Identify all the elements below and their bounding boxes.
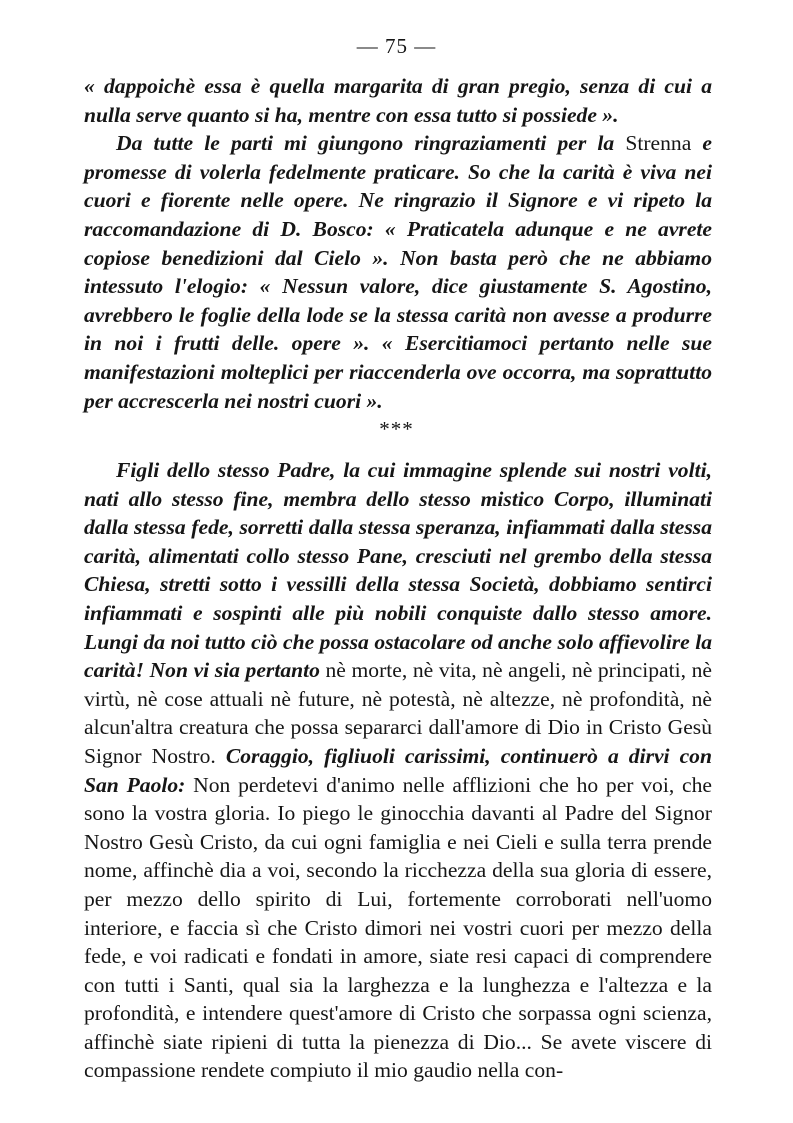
italic-text: « dappoichè essa è quella margarita di gran pregio, senza di cui a nulla serve quanto si ha, mentre con essa tutto si possiede ». [84, 74, 712, 127]
italic-text: e promesse di volerla fedelmente praticare. So che la carità è viva nei cuori e fiorente nelle opere. Ne ringrazio il Signore e vi ripeto la raccomandazione di D. Bosco: « Praticatela adunque e ne avrete copiose benedizioni dal Cielo ». Non basta però che ne abbiamo intessuto l'elogio: « Nessun valore, dice giustamente S. Agostino, avrebbero le foglie della lode se la stessa carità non avesse a produrre in noi i frutti delle. opere ». « Esercitiamoci pertanto nelle sue manifestazioni molteplici per riaccenderla ove occorra, ma soprattutto per accrescerla nei nostri cuori ». [84, 131, 712, 413]
paragraph-quote-continuation [84, 72, 712, 129]
italic-text: Figli dello stesso Padre, la cui immagine splende sui nostri volti, nati allo stesso fine, membra dello stesso mistico Corpo, illuminati dalla stessa fede, sorretti dalla stessa speranza, infiammati dalla stessa carità, alimentati collo stesso Pane, cresciuti nel grembo della stessa Chiesa, stretti sotto i vessilli della stessa Società, dobbiamo sentirci infiammati e sospinti alle più nobili conquiste dallo stesso amore. Lungi da noi tutto ciò che possa ostacolare od anche solo affievolire la carità! Non vi sia pertanto [84, 458, 712, 683]
text-block-top [84, 72, 712, 415]
text-block-bottom [84, 456, 712, 1085]
italic-text: Coraggio, figliuoli carissimi, continuerò a dirvi con San Paolo: [84, 743, 712, 797]
paragraph-figli [84, 456, 712, 1085]
roman-text: Strenna [625, 131, 692, 156]
roman-text: nè morte, nè vita, nè angeli, nè principati, nè virtù, nè cose attuali nè future, nè potestà, nè altezze, nè profondità, nè alcun'altra creatura che possa separarci dall'amore di Dio in Cristo Gesù Signor Nostro. [84, 658, 712, 768]
italic-text: Da tutte le parti mi giungono ringraziamenti per la [116, 131, 626, 156]
paragraph-strenna [84, 129, 712, 415]
section-separator: *** [379, 417, 414, 441]
roman-text: Non perdetevi d'animo nelle afflizioni che ho per voi, che sono la vostra gloria. Io piego le ginocchia davanti al Padre del Signor Nostro Gesù Cristo, da cui ogni famiglia e nei Cieli e sulla terra prende nome, affinchè dia a voi, secondo la ricchezza della sua gloria di essere, per mezzo dello spirito di Lui, fortemente corroborati nell'uomo interiore, e faccia sì che Cristo dimori nei vostri cuori per mezzo della fede, e voi radicati e fondati in amore, siate resi capaci di comprendere con tutti i Santi, qual sia la larghezza e la lunghezza e l'altezza e la profondità, e intendere quest'amore di Cristo che sorpassa ogni scienza, affinchè siate ripieni di tutta la pienezza di Dio... Se avete viscere di compassione rendete compiuto il mio gaudio nella con- [84, 772, 712, 1083]
page-number: — 75 — [356, 34, 437, 58]
